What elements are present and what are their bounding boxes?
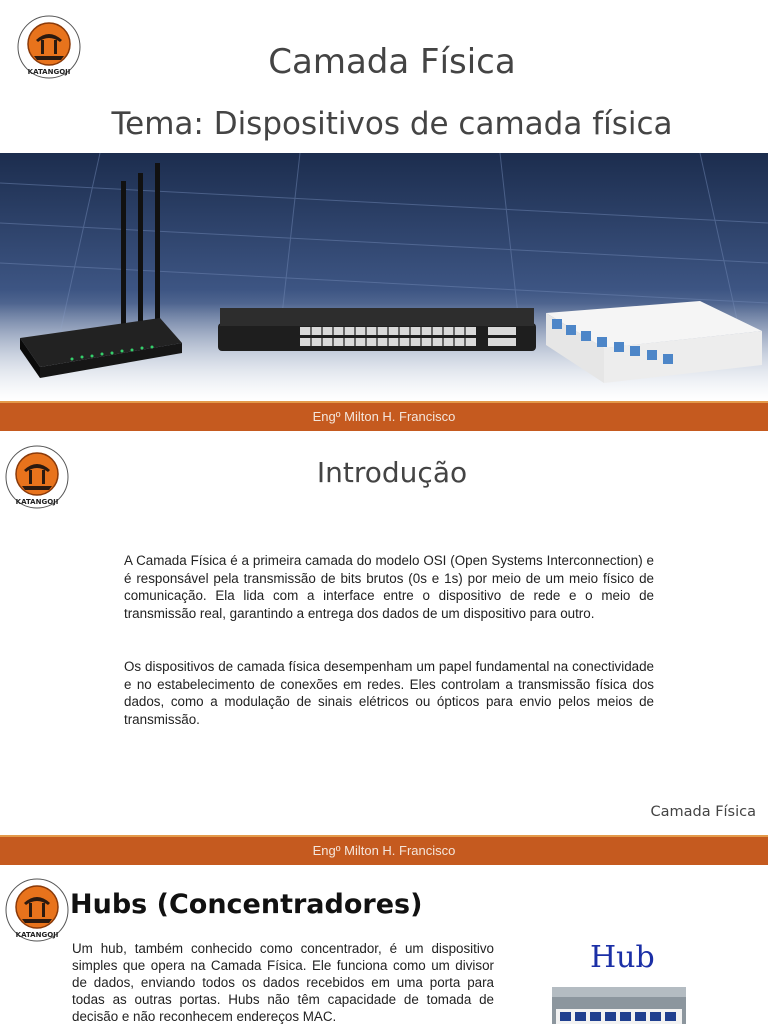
- hub-paragraph: Um hub, também conhecido como concentrador, é um dispositivo simples que opera na Camada Física. Ele funciona como um divisor de dados, enviando todos os dados recebidos em uma porta para todas as outras portas. Hubs não têm capacidade de tomada de decisão e não reconhecem endereços MAC.: [72, 941, 494, 1024]
- slide-title: Introdução: [316, 456, 468, 489]
- svg-text:KATANGOJI: KATANGOJI: [15, 498, 59, 506]
- author-footer: Engº Milton H. Francisco: [0, 401, 768, 431]
- subtitle-prefix: Tema:: [111, 106, 204, 142]
- svg-text:KATANGOJI: KATANGOJI: [27, 68, 71, 76]
- author-footer: Engº Milton H. Francisco: [0, 835, 768, 865]
- hubs-slide: [0, 865, 768, 1024]
- institute-logo: [4, 877, 70, 943]
- intro-paragraph-2: Os dispositivos de camada física desempenham um papel fundamental na conectividade e no estabelecimento de conexões em redes. Eles controlam a transmissão física dos dados, como a modulação de sinais elétricos ou ópticos para envio pelos meios de transmissão.: [124, 659, 654, 727]
- slide-title: Camada Física: [268, 42, 516, 82]
- hub-device-image: [550, 983, 688, 1024]
- intro-paragraph-1: A Camada Física é a primeira camada do modelo OSI (Open Systems Interconnection) e é responsável pela transmissão de bits brutos (0s e 1s) por meio de um meio físico de comunicação. Ela lida com a interface entre o dispositivo de rede e o meio de transmissão real, garantindo a entrega dos dados de um dispositivo para outro.: [124, 553, 654, 621]
- section-label: Camada Física: [650, 804, 756, 820]
- svg-text:KATANGOJI: KATANGOJI: [15, 931, 59, 939]
- title-slide: [0, 0, 768, 432]
- slide-subtitle: [0, 106, 768, 142]
- network-devices-banner: [0, 153, 768, 401]
- intro-slide: [0, 432, 768, 865]
- slide-title: Hubs (Concentradores): [70, 889, 423, 920]
- switch-image: [218, 308, 536, 351]
- hub-image-caption: Hub: [590, 940, 655, 975]
- subtitle-text: Dispositivos de camada física: [203, 106, 673, 142]
